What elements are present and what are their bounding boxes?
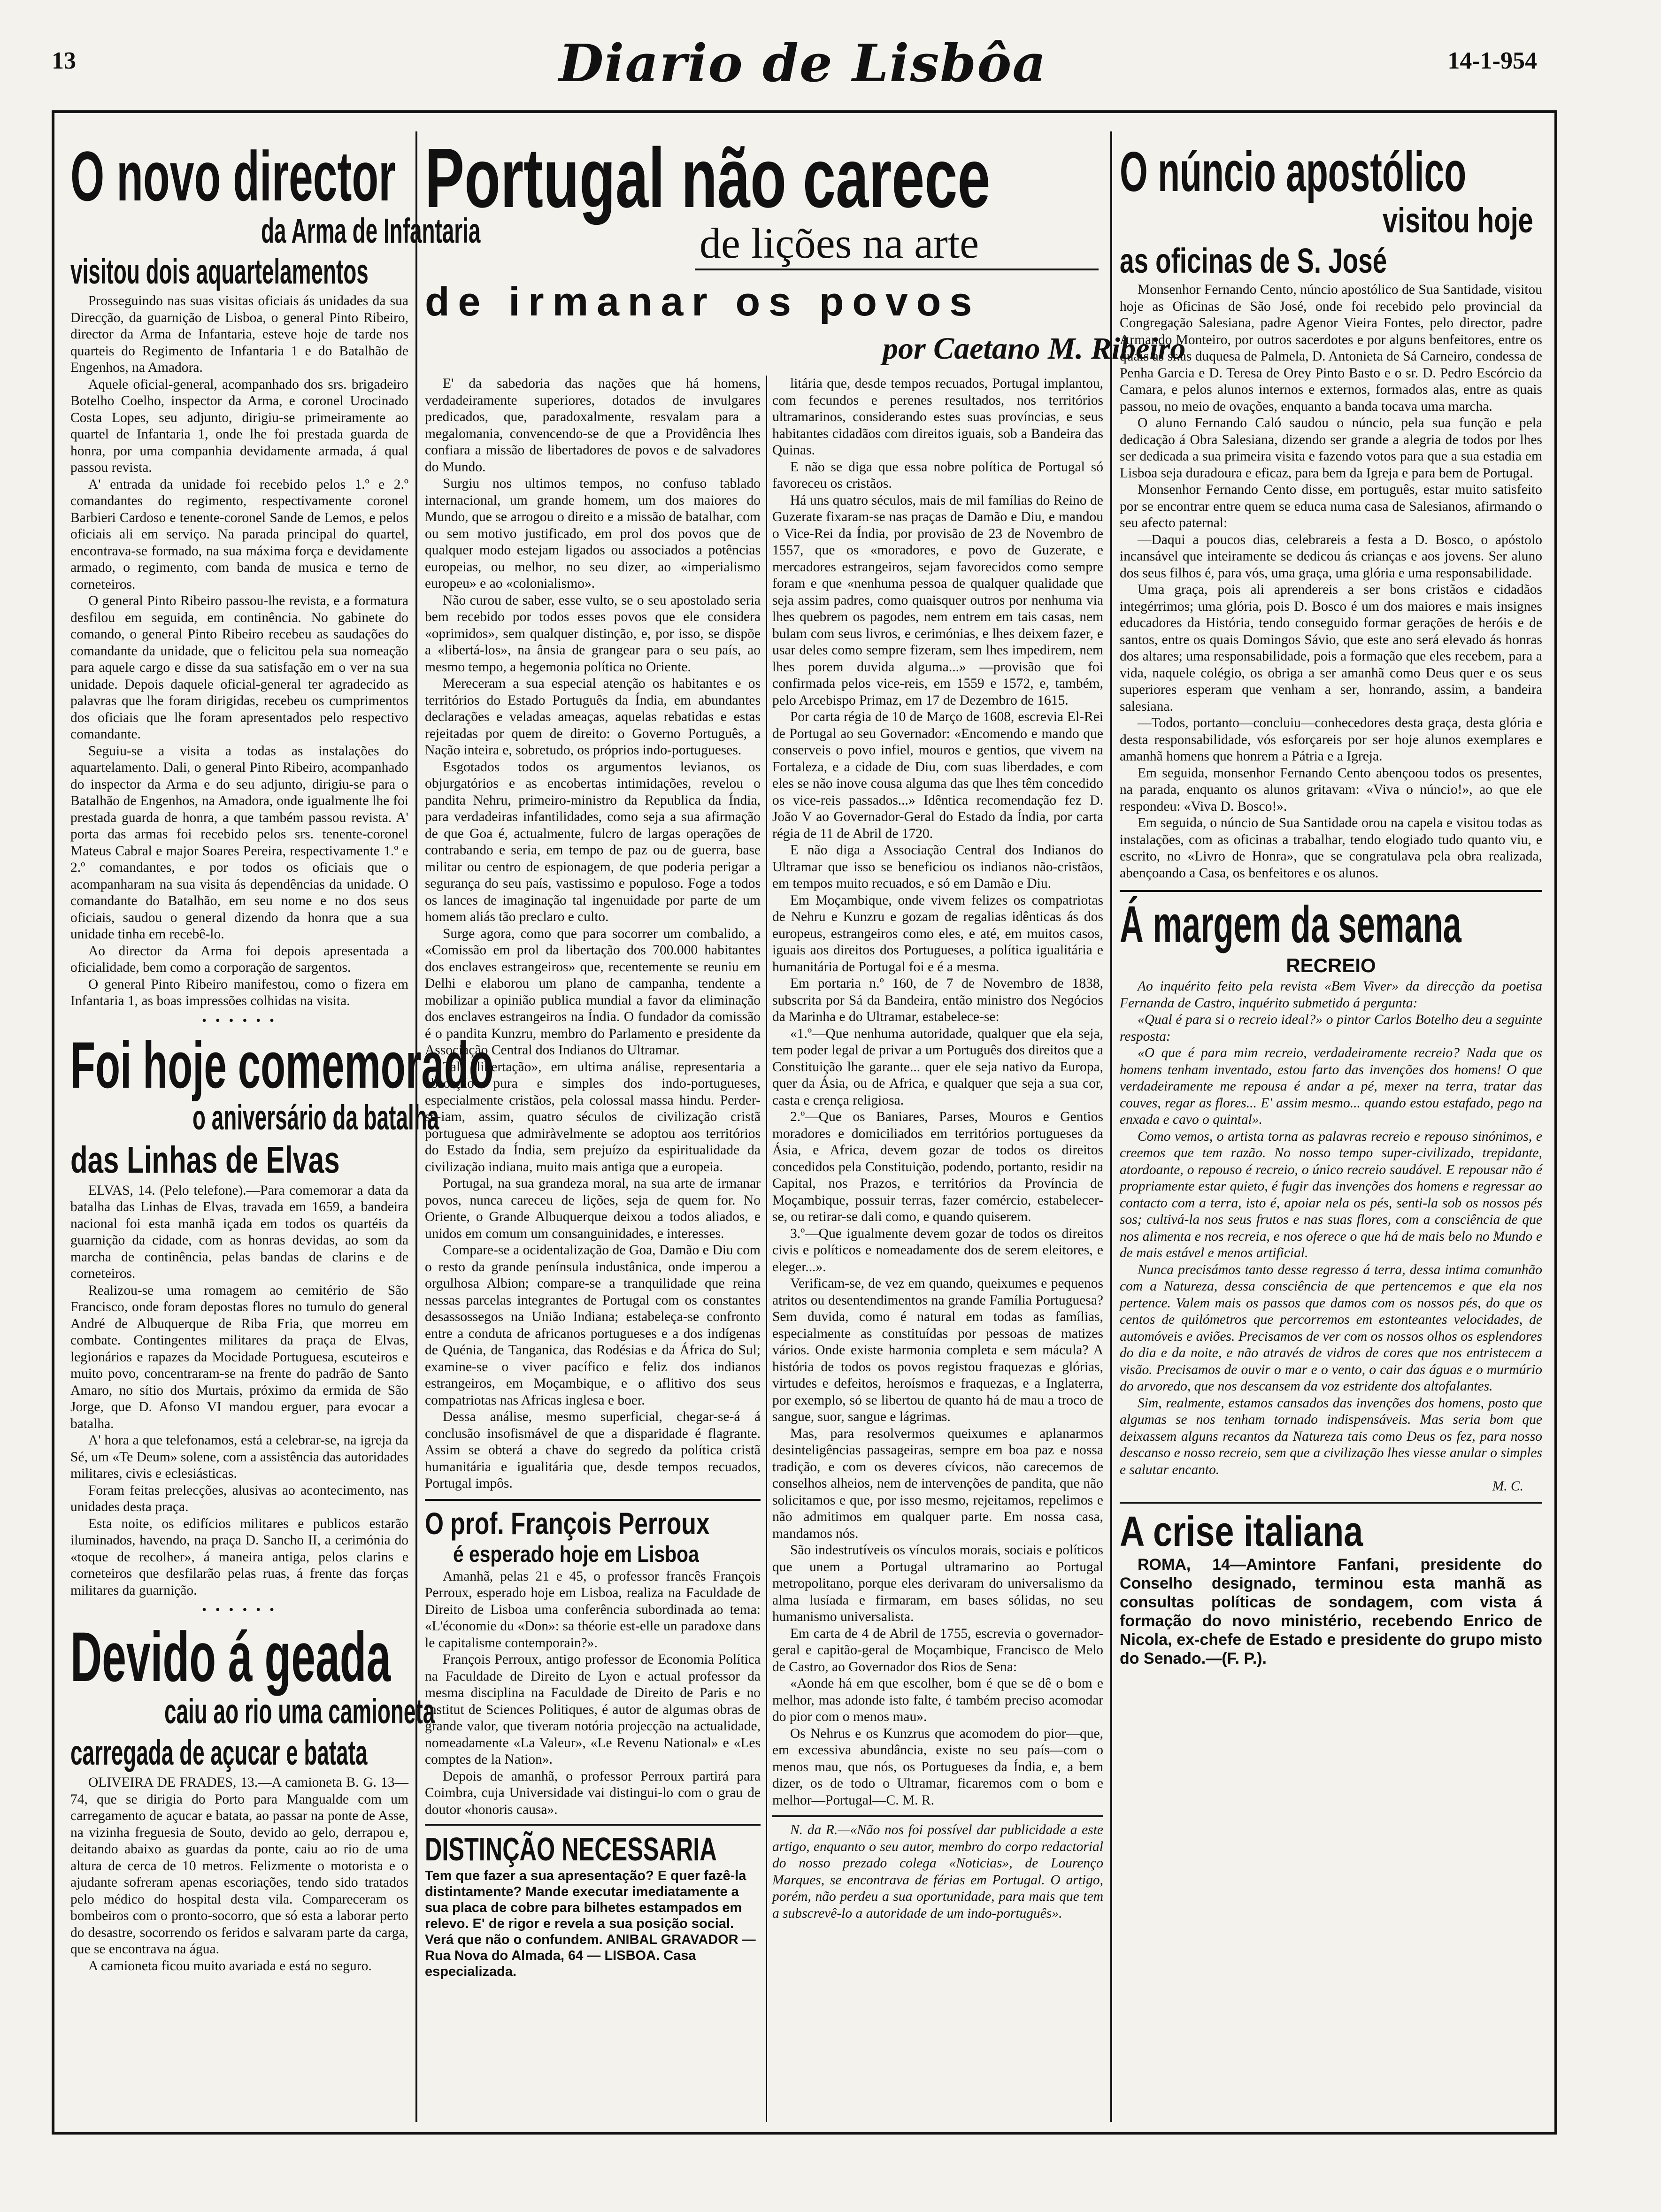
- signature-initials: M. C.: [1492, 1479, 1523, 1494]
- main-headline-line-3: de irmanar os povos: [425, 279, 981, 324]
- paragraph: Os Nehrus e os Kunzrus que acomodem do pior—que, em excessiva abundância, existe no seu país—com o menos mau, que nós, os Portugueses da Índia, e, a bem dizer, os de todo o Ultramar, ficaremos com o bom e melhor—Portugal—C. M. R.: [772, 1726, 1103, 1808]
- paragraph: OLIVEIRA DE FRADES, 13.—A camioneta B. G. 13—74, que se dirigia do Porto para Mangualde com um carregamento de açucar e batata, ao passar na ponte de Asse, na vizinha freguesia de Souto, devido ao gelo, derrapou e, deitando abaixo as guardas da ponte, caiu ao rio de uma altura de cerca de 10 metros. Felizmente o motorista e o ajudante sofreram apenas escoriações, tendo sido tratados pelo médico do hospital desta vila. Compareceram os bombeiros com o pronto-socorro, que só esta a laborar perto do desastre, socorrendo os feridos e salvaram parte da carga, que se encontrava na água.: [70, 1775, 408, 1957]
- headline-line-3: carregada de açucar e batata: [70, 1733, 368, 1772]
- paragraph: Ao director da Arma foi depois apresentada a oficialidade, bem como a corporação de sargentos.: [70, 943, 408, 975]
- paragraph: Uma graça, pois ali aprendereis a ser bons cristãos e cidadãos integérrimos; uma glória, pois D. Bosco é um dos maiores e mais insignes educadores da História, tendo conseguido formar gerações de heróis e de santos, entre os quais Domingos Sávio, que este ano será elevado ás honras dos altares; uma responsabilidade, pois a formação que eles recebem, para a vida, naquele colégio, os obriga a ser amanhã como Deus quer e os seus superiores esperam que venham a ser, honrando, assim, a bandeira salesiana.: [1120, 582, 1542, 714]
- column-a-margem: [1120, 890, 1542, 1495]
- paragraph: Há uns quatro séculos, mais de mil famílias do Reino de Guzerate fixaram-se nas praças de Damão e Diu, e mandou o Vice-Rei da Índia, por provisão de 23 de Novembro de 1557, que os «moradores, e povo de Guzerate, e mercadores estrangeiros, sejam favorecidos como sempre foram e que «nenhuma pessoa de qualquer qualidade que seja assim padres, como quaisquer outros por nenhuma via lhes quebrem os pagodes, nem entrem em tais casas, nem bulam com seus livros, e cerimónias, e lhes deixem fazer, e usar deles como sempre fizeram, sem lhes impedirem, nem lhes porem duvida alguma...» —provisão que foi confirmada pelos vice-reis, em 1559 e 1572, e, também, pelo Arcebispo Primaz, em 17 de Dezembro de 1615.: [772, 492, 1103, 708]
- right-column: [1120, 131, 1542, 2117]
- paragraph: —Todos, portanto—concluiu—conhecedores desta graça, desta glória e desta responsabilidade, vós esforçareis por ser hoje alunos exemplares e amanhã homens que honrem a Pátria e a Igreja.: [1120, 715, 1542, 764]
- paragraph: Foram feitas prelecções, alusivas ao acontecimento, nas unidades desta praça.: [70, 1482, 408, 1514]
- article-body-continued: [772, 376, 1103, 1809]
- paragraph: «O que é para mim recreio, verdadeiramente recreio? Nada que os homens tenham inventado, estou farto das invenções dos homens! O que verdadeiramente me repousa é andar a pé, mexer na terra, tratar das couves, regar as flores... E' assim mesmo... quando estou estafado, pego na enxada e cavo o quintal».: [1120, 1045, 1542, 1127]
- headline-line-3: as oficinas de S. José: [1120, 241, 1387, 280]
- advertisement: [425, 1824, 761, 1980]
- main-headline-line-2: de lições na arte: [700, 219, 979, 267]
- article-body: [1120, 282, 1542, 882]
- column-rule-center: [766, 376, 767, 2122]
- headline-line-2: da Arma de Infantaria: [261, 211, 481, 250]
- issue-date: 14-1-954: [1447, 47, 1537, 74]
- center-column-b: [772, 376, 1103, 2122]
- paragraph: Mas, para resolvermos queixumes e aplanarmos desinteligências passageiras, sempre em boa paz e nossa tradição, e com os deveres cívicos, não carecemos de conselhos alheios, nem de intervenções de pandita, que não solicitamos e que, por isso mesmo, rejeitamos, repelimos e não admitimos em qualquer parte. Em nossa casa, mandamos nós.: [772, 1426, 1103, 1541]
- byline: por Caetano M. Ribeiro: [883, 331, 1186, 366]
- paragraph: Depois de amanhã, o professor Perroux partirá para Coimbra, cuja Universidade vai distingui-lo com o grau de doutor «honoris causa».: [425, 1768, 761, 1817]
- paragraph: Portugal, na sua grandeza moral, na sua arte de irmanar povos, nunca careceu de lições, seja de quem for. No Oriente, o Grande Albuquerque deixou a todos aliados, e unidos em comum um consanguinidades, e interesses.: [425, 1176, 761, 1241]
- paragraph: Esta noite, os edifícios militares e publicos estarão iluminados, havendo, na praça D. Sancho II, a cerimónia do «toque de recolher», á maneira antiga, pelos clarins e corneteiros que desfilarão pelas ruas, á frente das forças militares da guarnição.: [70, 1516, 408, 1598]
- paragraph: Tal «libertação», em ultima análise, representaria a absorção pura e simples dos indo-portugueses, especialmente cristãos, pela colossal massa hindu. Perder-se-iam, assim, quatro séculos de civilização cristã portuguesa que admiràvelmente se adoptou aos territórios do Estado da Índia, sem prejuízo da espiritualidade da civilização indiana, muito mais antiga que a europeia.: [425, 1059, 761, 1175]
- paragraph: ROMA, 14—Amintore Fanfani, presidente do Conselho designado, terminou esta manhã as consultas políticas de sondagem, com vista á formação do novo ministério, recebendo Enrico de Nicola, ex-chefe de Estado e presidente do grupo misto do Senado.—(F. P.).: [1120, 1555, 1542, 1667]
- headline-line-2: visitou hoje: [1383, 201, 1533, 240]
- headline: A crise italiana: [1120, 1508, 1363, 1555]
- paragraph: Nunca precisámos tanto desse regresso á terra, dessa intima comunhão com a Natureza, dessa consciência de que pertencemos e que ela nos pertence. Valem mais os passos que damos com os nossos pés, do que os centos de quilómetros que percorremos em estonteantes velocidades, de automóveis e aviões. Precisamos de ver com os nossos olhos os esplendores do dia e da noite, e não através de vidros de cores que nos entristecem a visão. Precisamos de ouvir o mar e o vento, o cair das águas e o murmúrio do arvoredo, que nos descansem da voz estridente dos altofalantes.: [1120, 1262, 1542, 1394]
- paragraph: São indestrutíveis os vínculos morais, sociais e políticos que unem a Portugal ultramarino ao Portugal metropolitano, porque eles derivaram do universalismo da alma lusíada e firmaram, em bases sólidas, no seu humanismo universalista.: [772, 1543, 1103, 1624]
- masthead: Diario de Lisbôa: [559, 33, 1047, 93]
- paragraph: Surge agora, como que para socorrer um combalido, a «Comissão em prol da libertação dos 700.000 habitantes dos enclaves estrangeiros» que, recentemente se reuniu em Delhi e elaborou um plano de campanha, tendente a mobilizar a opinião publica mundial a favor da eliminação dos enclaves estrangeiros na Índia. O fundador da comissão é o pandita Kunzru, membro do Parlamento e presidente da Associação Central dos Indianos do Ultramar.: [425, 926, 761, 1058]
- article-body: [1120, 978, 1542, 1495]
- paragraph: Sim, realmente, estamos cansados das invenções dos homens, posto que algumas se nos tenham tornado indispensáveis. Mas seria bom que deixassem alguns recantos da Natureza tais como Deus os fez, para nosso descanso e nosso recreio, sem que a civilização lhes viesse anular o simples e salutar encanto.: [1120, 1395, 1542, 1477]
- paragraph: 3.º—Que igualmente devem gozar de todos os direitos civis e políticos e nomeadamente dos de serem eleitores, e eleger...».: [772, 1226, 1103, 1275]
- paragraph: Compare-se a ocidentalização de Goa, Damão e Diu com o resto da grande península industânica, onde imperou a orgulhosa Albion; compare-se a tranquilidade que reina nessas parcelas integrantes de Portugal com os constantes desassossegos na União Indiana; estabeleça-se confronto entre a conduta de africanos portugueses e a dos indígenas de Quénia, de Tanganica, das Rodésias e da África do Sul; examine-se o viver pacífico e feliz dos indianos estrangeiros, em Moçambique, e o aflitivo dos seus compatriotas nas Africas inglesa e boer.: [425, 1243, 761, 1408]
- subheading: RECREIO: [1286, 954, 1376, 976]
- paragraph: Em seguida, o núncio de Sua Santidade orou na capela e visitou todas as instalações, com as oficinas a trabalhar, tendo elogiado tudo quanto viu, e escrito, no «Livro de Honra», que se congratulava pela obra realizada, abençoando a Casa, os benfeitores e os alunos.: [1120, 815, 1542, 881]
- article-infantaria: [70, 137, 481, 1010]
- separator-ornament: • • • • • •: [202, 1013, 277, 1028]
- headline-line-2: caiu ao rio uma camioneta: [164, 1692, 435, 1731]
- paragraph: Realizou-se uma romagem ao cemitério de São Francisco, onde foram depostas flores no tumulo do general André de Albuquerque de Riba Fria, que morreu em combate. Contingentes militares da praça de Elvas, legionários e rapazes da Mocidade Portuguesa, escuteiros e muito povo, concentraram-se na frente do padrão de Santo Amaro, no sítio dos Murtais, próximo da ermida de São Jorge, que D. Afonso VI mandou erguer, para evocar a batalha.: [70, 1283, 408, 1431]
- article-nuncio: [1120, 140, 1542, 882]
- paragraph: «1.º—Que nenhuma autoridade, qualquer que ela seja, tem poder legal de privar a um Português dos direitos que a Constituição lhe garante... quer ele seja nativo da Europa, quer da Ásia, ou de Africa, e qualquer que seja a sua cor, casta e crença religiosa.: [772, 1026, 1103, 1108]
- separator-ornament: • • • • • •: [202, 1603, 277, 1617]
- paragraph: Aquele oficial-general, acompanhado dos srs. brigadeiro Botelho Coelho, inspector da Arma, e coronel Urocinado Costa Lopes, seu adjunto, dirigiu-se primeiramente ao quartel de Infantaria 1, onde lhe foi prestada guarda de honra, por uma companhia devidamente armada, á qual passou revista.: [70, 376, 408, 475]
- article-body: [425, 376, 761, 1492]
- headline-line-3: visitou dois aquartelamentos: [70, 252, 369, 291]
- headline-underline: [695, 269, 1099, 270]
- article-body: [70, 1774, 408, 1974]
- paragraph: A' hora a que telefonamos, está a celebrar-se, na igreja da Sé, um «Te Deum» solene, com a assistência das autoridades militares, civis e eclesiásticas.: [70, 1433, 408, 1481]
- paragraph: O general Pinto Ribeiro passou-lhe revista, e a formatura desfilou em seguida, em continência. No gabinete do comando, o general Pinto Ribeiro recebeu as saudações do comandante da unidade, que o felicitou pela sua nomeação para aquele cargo e disse da sua satisfação em o ver na sua unidade. Depois daquele oficial-general ter agradecido as palavras que lhe foram dirigidas, recebeu os cumprimentos dos oficiais que lhe foram apresentados pelo respectivo comandante.: [70, 593, 408, 742]
- article-elvas: [70, 1028, 494, 1599]
- paragraph: Surgiu nos ultimos tempos, no confuso tablado internacional, um grande homem, um dos maiores do Mundo, que se arrogou o direito e a missão de batalhar, com ou sem motivo justificado, em prol dos povos que de qualquer modo estejam ligados ou associados a potências europeias, ou melhor, no seu dizer, ao «imperialismo europeu» e ao «colonialismo».: [425, 476, 761, 591]
- paragraph: O general Pinto Ribeiro manifestou, como o fizera em Infantaria 1, as boas impressões colhidas na visita.: [70, 976, 408, 1008]
- paragraph: Em Moçambique, onde vivem felizes os compatriotas de Nehru e Kunzru e gozam de regalias idênticas ás dos europeus, estrangeiros como eles, e até, em muitos casos, iguais aos direitos dos Portugueses, a política igualitária e humanitária de Portugal foi e é a mesma.: [772, 892, 1103, 975]
- paragraph: Esgotados todos os argumentos levianos, os objurgatórios e as encobertas intimidações, revelou o pandita Nehru, primeiro-ministro da Republica da Índia, para verdadeiras infantilidades, como seja a sua afirmação de que Goa é, actualmente, fulcro de largas operações de contrabando e seria, em tempo de paz ou de guerra, base militar ou centro de espionagem, de que poderia perigar a segurança do seu país, vastissimo e populoso. Foge a todos os lances de imaginação tal ingenuidade por parte de um homem aliás tão preclaro e culto.: [425, 759, 761, 924]
- paragraph: O aluno Fernando Caló saudou o núncio, pela sua função e pela dedicação á Obra Salesiana, dizendo ser grande a alegria de todos por lhes ser dedicada a sua primeira visita e fazendo votos para que a sua estadia em Lisboa seja duradoura e eficaz, para bem da Igreja e para bem de Portugal.: [1120, 415, 1542, 481]
- headline: O novo director: [70, 137, 396, 215]
- paragraph: Verificam-se, de vez em quando, queixumes e pequenos atritos ou desentendimentos na grande Família Portuguesa? Sem duvida, como é natural em todas as famílias, especialmente as constituídas por pessoas de matizes vários. Onde existe harmonia completa e sem mácula? A história de todos os povos registou fraquezas e glórias, virtudes e defeitos, heroísmos e fraquezas, e a Inglaterra, por exemplo, só se libertou de quanto há de mau a troco de sangue, suor, sangue e lágrimas.: [772, 1276, 1103, 1424]
- headline: O prof. François Perroux: [425, 1505, 710, 1541]
- ad-title: DISTINÇÃO NECESSARIA: [425, 1831, 717, 1867]
- paragraph: Por carta régia de 10 de Março de 1608, escrevia El-Rei de Portugal ao seu Governador: «Encomendo e mando que conserveis o povo infiel, mouros e gentios, que vivem na Fortaleza, e a cidade de Diu, com suas liberdades, e com eles se não inove cousa alguma das que lhes têm concedido os vice-reis passados...» Idêntica recomendação fez D. João V ao Governador-Geral do Estado da Índia, por carta régia de 11 de Abril de 1720.: [772, 709, 1103, 841]
- headline: Devido á geada: [70, 1617, 391, 1696]
- editor-note: [772, 1815, 1103, 1922]
- paragraph: «Qual é para si o recreio ideal?» o pintor Carlos Botelho deu a seguinte resposta:: [1120, 1012, 1542, 1044]
- paragraph: E não se diga que essa nobre política de Portugal só favoreceu os cristãos.: [772, 459, 1103, 491]
- paragraph: Em seguida, monsenhor Fernando Cento abençoou todos os presentes, na parada, enquanto os alunos gritavam: «Viva o núncio!», ao que ele respondeu: «Viva D. Bosco!».: [1120, 765, 1542, 814]
- article-perroux: [425, 1499, 761, 1819]
- paragraph: litária que, desde tempos recuados, Portugal implantou, com fecundos e perenes resultados, nos territórios ultramarinos, considerando estes suas províncias, e seus habitantes cidadãos com direitos iguais, sob a Bandeira das Quinas.: [772, 376, 1103, 458]
- paragraph: Amanhã, pelas 21 e 45, o professor francês François Perroux, esperado hoje em Lisboa, realiza na Faculdade de Direito de Lisboa uma conferência subordinada ao tema: «L'économie du «Don»: sa théorie est-elle un paradoxe dans le capitalisme contemporain?».: [425, 1568, 761, 1651]
- column-rule-right: [1110, 131, 1112, 2122]
- headline-line-2: é esperado hoje em Lisboa: [453, 1542, 699, 1567]
- paragraph: Prosseguindo nas suas visitas oficiais ás unidades da sua Direcção, da guarnição de Lisboa, o general Pinto Ribeiro, director da Arma de Infantaria, esteve hoje de tarde nos quarteis do Regimento de Infantaria 1 e do Batalhão de Engenhos, na Amadora.: [70, 293, 408, 375]
- headline: Foi hoje comemorado: [70, 1028, 494, 1102]
- paragraph: E não diga a Associação Central dos Indianos do Ultramar que isso se beneficiou os indianos não-cristãos, em tempos muito recuados, e só em Damão e Diu.: [772, 843, 1103, 891]
- article-geada: [70, 1617, 435, 1974]
- paragraph: ELVAS, 14. (Pelo telefone).—Para comemorar a data da batalha das Linhas de Elvas, travada em 1659, a bandeira nacional foi esta manhã içada em todos os quartéis da guarnição da cidade, com as honras devidas, ao som da marcha de continência, pelas bandas de clarins e de corneteiros.: [70, 1183, 408, 1281]
- paragraph: Ao inquérito feito pela revista «Bem Viver» da direcção da poetisa Fernanda de Castro, inquérito submetido á pergunta:: [1120, 979, 1542, 1011]
- paragraph: Dessa análise, mesmo superficial, chegar-se-á á conclusão insofismável de que a disparidade é flagrante. Assim se obterá a chave do segredo da política cristã humanitária e igualitária que, desde tempos recuados, Portugal impôs.: [425, 1409, 761, 1491]
- paragraph: Em portaria n.º 160, de 7 de Novembro de 1838, subscrita por Sá da Bandeira, então ministro dos Negócios da Marinha e do Ultramar, estabelece-se:: [772, 976, 1103, 1024]
- article-body: [70, 293, 408, 1010]
- paragraph: —Daqui a poucos dias, celebrareis a festa a D. Bosco, o apóstolo incansável que inteiramente se dedicou ás crianças e aos jovens. Ser aluno dos seus filhos é, para vós, uma graça, uma glória e uma responsabilidade.: [1120, 532, 1542, 581]
- article-body: [1120, 1555, 1542, 1668]
- paragraph: Monsenhor Fernando Cento disse, em português, estar muito satisfeito por se encontrar entre quem se educa numa casa de Salesianos, afirmando o seu afecto paternal:: [1120, 482, 1542, 530]
- paragraph: Como vemos, o artista torna as palavras recreio e repouso sinónimos, e creemos que tem razão. No nosso tempo super-civilizado, trepidante, atordoante, o repouso é recreio, o único recreio saudável. E repousar não é propriamente estar quieto, é fugir das invenções dos homens e regressar ao contacto com a terra, isto é, apoiar nela os pés, senti-la sob os nossos pés sos; cultivá-la nos seus frutos e nas suas flores, com a consciência de que nos alimenta e nos recreia, e nos oferece o que há de mais belo no Mundo e de mais estável e menos artificial.: [1120, 1129, 1542, 1260]
- headline-line-2: o aniversário da batalha: [192, 1098, 439, 1137]
- headline-line-3: das Linhas de Elvas: [70, 1138, 340, 1181]
- paragraph: François Perroux, antigo professor de Economia Política na Faculdade de Direito de Lyon e actual professor da mesma disciplina na Faculdade de Direito de Paris e no Institut de Sciences Politiques, é autor de algumas obras de grande valor, que tiveram notória projecção na actualidade, nomeadamente «La Valeur», «Le Revenu National» e «Les comptes de la Nation».: [425, 1652, 761, 1767]
- paragraph: A' entrada da unidade foi recebido pelos 1.º e 2.º comandantes do regimento, respectivamente coronel Barbieri Cardoso e tenente-coronel Sande de Lemos, e pelos oficiais ali em serviço. Na parada principal do quartel, encontrava-se formado, na sua máxima força e devidamente armado, o regimento, com banda de musica e terno de corneteiros.: [70, 476, 408, 592]
- paragraph: Seguiu-se a visita a todas as instalações do aquartelamento. Dali, o general Pinto Ribeiro, acompanhado do inspector da Arma e do seu adjunto, dirigiu-se para o Batalhão de Engenhos, na Amadora, onde igualmente lhe foi prestada guarda de honra, a que também passou revista. A' porta das armas foi recebido pelos srs. tenente-coronel Mateus Cabral e major Soares Pereira, respectivamente 1.º e 2.º comandantes, e por todos os oficiais que o acompanharam na sua visita ás dependências da unidade. O comandante do Batalhão, em seu nome e no dos seus oficiais, saudou o general dizendo da honra que a sua unidade tinha em recebê-lo.: [70, 743, 408, 942]
- paragraph: Não curou de saber, esse vulto, se o seu apostolado seria bem recebido por todos esses povos que ele considera «oprimidos», sem qualquer distinção, e, por isso, se dispõe a «libertá-los», na ânsia de grangear para o seu país, ao mesmo tempo, a hegemonia política no Oriente.: [425, 592, 761, 675]
- paragraph: N. da R.—«Não nos foi possível dar publicidade a este artigo, enquanto o seu autor, membro do corpo redactorial do nosso prezado colega «Noticias», de Lourenço Marques, se encontrava de férias em Portugal. O artigo, porém, não perdeu a sua oportunidade, para mais que tem a subscrevê-lo a autoridade de um indo-português».: [772, 1822, 1103, 1921]
- paragraph: E' da sabedoria das nações que há homens, verdadeiramente superiores, dotados de invulgares predicados, que, paradoxalmente, resvalam para a megalomania, convencendo-se de que a Providência lhes confiara a missão de libertadores de povos e de salvadores do Mundo.: [425, 376, 761, 475]
- paragraph: Monsenhor Fernando Cento, núncio apostólico de Sua Santidade, visitou hoje as Oficinas de São José, onde foi recebido pelo provincial da Congregação Salesiana, padre Agenor Vieira Fontes, pelo director, padre Armando Monteiro, por outros sacerdotes e por alguns benfeitores, entre os quais as sr.as duquesa de Palmela, D. Antonieta de Sá Carneiro, condessa de Penha Garcia e D. Teresa de Orey Pinto Basto e o sr. D. Pedro Escórcio da Camara, e pelos alunos internos e externos, formados alas, entre as quais passou, no meio de ovações, enquanto a banda tocava uma marcha.: [1120, 282, 1542, 414]
- headline: O núncio apostólico: [1120, 140, 1467, 203]
- left-column: [70, 131, 494, 2117]
- paragraph: Mereceram a sua especial atenção os habitantes e os territórios do Estado Português da Índia, em abundantes declarações e veladas ameaças, aquelas rebatidas e estas rejeitadas por quem de direito: o Governo Português, a Nação inteira e, sobretudo, os próprios indo-portugueses.: [425, 676, 761, 758]
- paragraph: «Aonde há em que escolher, bom é que se dê o bom e melhor, mas adonde isto falte, é também preciso acomodar do pior com o menos mau».: [772, 1676, 1103, 1724]
- article-body: [70, 1183, 408, 1599]
- main-headline: Portugal não carece: [425, 131, 991, 225]
- paragraph: A camioneta ficou muito avariada e está no seguro.: [88, 1958, 372, 1974]
- article-body: [425, 1568, 761, 1819]
- center-column-a: [425, 376, 761, 2122]
- ad-body: Tem que fazer a sua apresentação? E quer fazê-la distintamente? Mande executar imediatamente a sua placa de cobre para bilhetes estampados em relevo. E' de rigor e revela a sua posição social. Verá que não o confundem. ANIBAL GRAVADOR — Rua Nova do Almada, 64 — LISBOA. Casa especializada.: [425, 1868, 756, 1979]
- article-crise: [1120, 1502, 1542, 1668]
- paragraph: Em carta de 4 de Abril de 1755, escrevia o governador-geral e capitão-geral de Moçambique, Francisco de Melo de Castro, ao Governador dos Rios de Sena:: [772, 1626, 1103, 1674]
- headline: Á margem da semana: [1120, 896, 1461, 953]
- paragraph: 2.º—Que os Baniares, Parses, Mouros e Gentios moradores e domiciliados em territórios portugueses da Ásia, e Africa, devem gozar de todos os direitos concedidos pela Constituição, podendo, portanto, residir na Capital, nos Prazos, e territórios da Província de Moçambique, possuir terras, fazer comércio, estabelecer-se, ou retirar-se dali como, e quando quiserem.: [772, 1109, 1103, 1224]
- page-number: 13: [52, 47, 76, 74]
